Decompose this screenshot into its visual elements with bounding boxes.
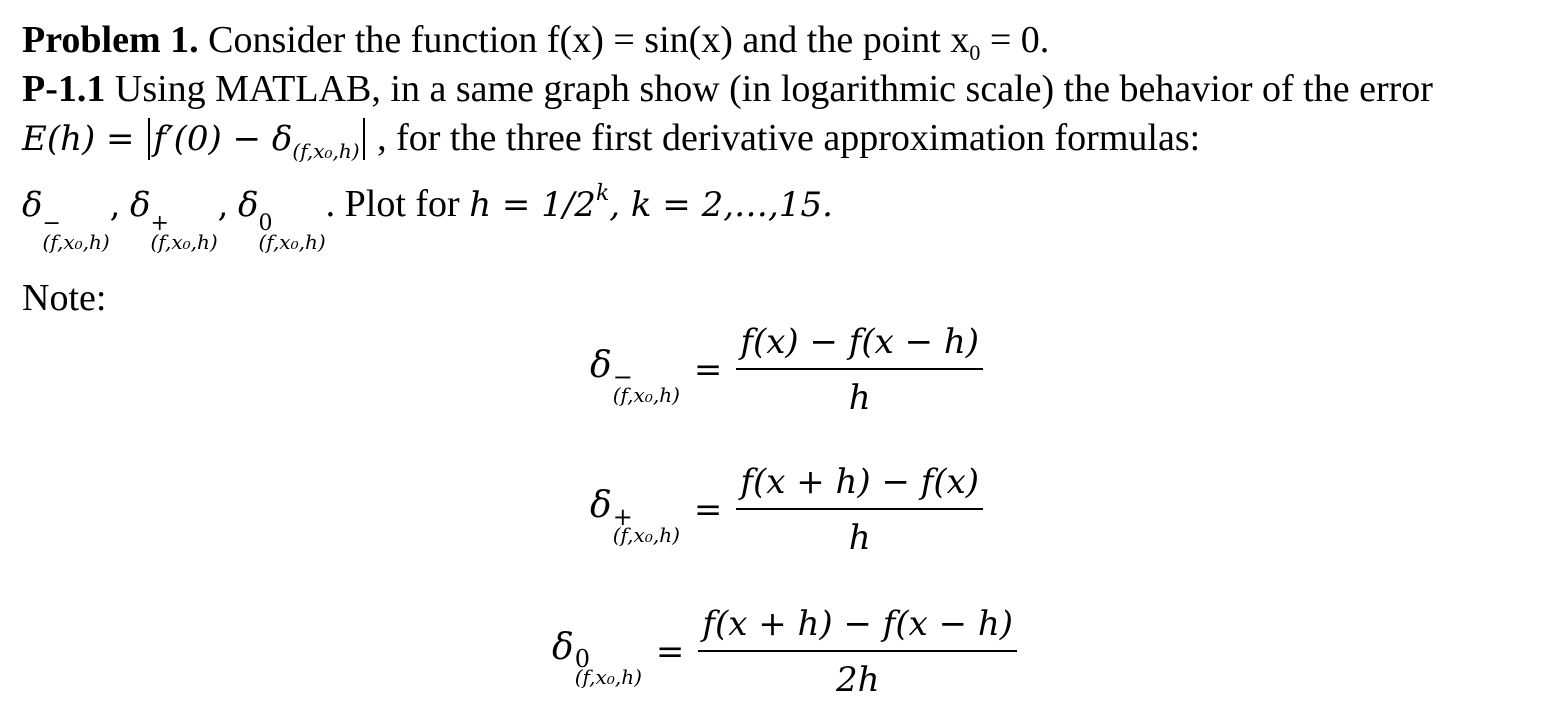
error-lhs: E(h) =	[22, 119, 146, 159]
plot-text: . Plot for	[325, 183, 470, 225]
delta-zero: δ	[237, 185, 259, 225]
note-label: Note:	[22, 277, 107, 319]
point-subscript: 0	[969, 40, 981, 65]
part-statement	[22, 67, 1433, 111]
abs-bar-left	[148, 118, 150, 160]
problem-label: Problem 1.	[22, 19, 199, 61]
plot-math: h = 1/2	[469, 185, 596, 225]
numerator: f(x + h) − f(x − h)	[698, 604, 1017, 652]
delta-minus: δ	[22, 185, 43, 225]
point-tail: = 0.	[980, 19, 1050, 61]
error-definition	[22, 116, 1200, 173]
problem-intro: Consider the function f(x) = sin(x) and the point x	[198, 19, 970, 61]
part-label: P-1.1	[22, 68, 106, 110]
forward-difference-formula	[590, 462, 983, 558]
equals-sign: =	[693, 350, 723, 390]
fraction	[698, 604, 1017, 700]
formula-lhs: δ − (f,x₀,h)	[590, 344, 680, 407]
central-difference-formula	[552, 604, 1017, 700]
backward-difference-formula	[590, 322, 983, 418]
formula-list: δ − (f,x₀,h) , δ + (f,x₀,h) , δ 0 (f,x₀,h) . Plot for $h = 1/2^k$, k = 2,…,15.	[22, 181, 833, 254]
equals-sign: =	[693, 490, 723, 530]
plot-range: , k = 2,…,15.	[609, 185, 833, 225]
denominator: 2h	[835, 660, 880, 700]
line3-tail: , for the three first derivative approximation formulas:	[367, 117, 1201, 159]
delta-zero-scripts: 0 (f,x₀,h)	[258, 211, 326, 254]
formula-lhs: δ + (f,x₀,h)	[590, 484, 680, 547]
equals-sign: =	[655, 632, 685, 672]
delta-plus: δ	[129, 185, 151, 225]
plot-exponent: k	[595, 181, 610, 206]
numerator: f(x) − f(x − h)	[736, 322, 983, 370]
delta-plus-scripts: + (f,x₀,h)	[150, 211, 218, 254]
fraction	[736, 462, 983, 558]
error-inner: f′(0) − δ	[153, 119, 293, 159]
abs-bar-right	[363, 118, 365, 160]
formula-lhs: δ 0 (f,x₀,h)	[552, 626, 642, 689]
fraction	[736, 322, 983, 418]
denominator: h	[848, 518, 871, 558]
numerator: f(x + h) − f(x)	[736, 462, 983, 510]
error-subscript: (f,x₀,h)	[292, 139, 360, 163]
delta-minus-scripts: − (f,x₀,h)	[42, 211, 110, 254]
denominator: h	[848, 378, 871, 418]
part-line2: Using MATLAB, in a same graph show (in logarithmic scale) the behavior of the error	[105, 68, 1433, 110]
